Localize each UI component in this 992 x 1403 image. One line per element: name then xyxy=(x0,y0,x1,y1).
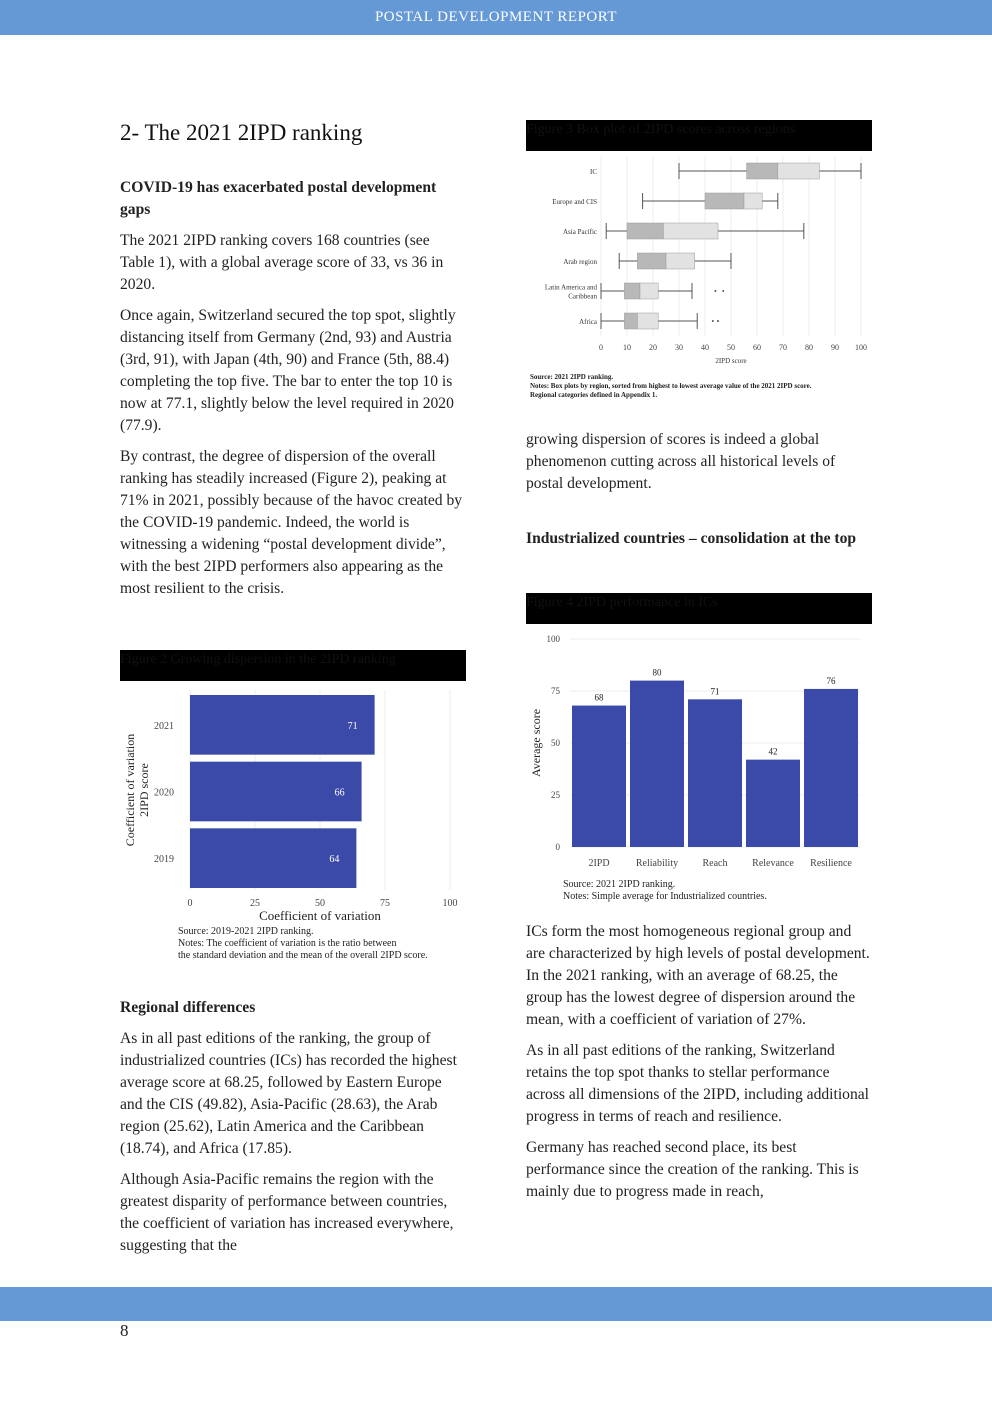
paragraph: As in all past editions of the ranking, the group of industrialized countries (ICs) has recorded the highest average score at 68.25, followed by Eastern Europe and the CIS (49.82), Asia-Pacific (28.63), the Arab region (25.62), Latin America and the Caribbean (18.74), and Africa (17.85). xyxy=(120,1030,457,1157)
footer-bar xyxy=(0,1287,992,1321)
paragraph: Although Asia-Pacific remains the region with the greatest disparity of performance between countries, the coefficient of variation has increased everywhere, suggesting that the xyxy=(120,1171,454,1254)
x-tick-label: 10 xyxy=(623,343,631,352)
outlier-point xyxy=(722,290,724,292)
figure-4-notes-line: Notes: Simple average for Industrialized countries. xyxy=(563,891,767,902)
x-tick-label: Resilience xyxy=(810,858,852,869)
bar-value-label: 71 xyxy=(347,720,358,732)
x-tick-label: Reliability xyxy=(635,858,679,869)
figure-3-notes-line-2: Regional categories defined in Appendix 1. xyxy=(530,391,658,399)
x-tick-label: 80 xyxy=(805,343,813,352)
x-tick-label: 100 xyxy=(855,343,867,352)
outlier-point xyxy=(717,320,719,322)
x-tick-label: 2IPD xyxy=(588,858,610,869)
box-lower xyxy=(624,283,640,299)
category-label: Africa xyxy=(579,318,597,326)
figure-2-notes xyxy=(178,926,428,962)
figure-2-notes-line-1: Notes: The coefficient of variation is the ratio between xyxy=(178,938,397,949)
page-number: 8 xyxy=(120,1321,129,1340)
category-label: Arab region xyxy=(563,258,597,266)
figure-2-source: Source: 2019-2021 2IPD ranking. xyxy=(178,926,314,937)
box-lower xyxy=(637,253,666,269)
subheading-industrialized: Industrialized countries – consolidation at the top xyxy=(526,530,857,547)
bar xyxy=(746,760,800,847)
figure-2-title-text: Figure 2 Growing dispersion in the 2IPD ranking xyxy=(120,652,396,667)
y-tick-label: 50 xyxy=(551,738,560,748)
bar-value-label: 71 xyxy=(710,686,720,697)
x-tick-label: 0 xyxy=(599,343,603,352)
paragraph: growing dispersion of scores is indeed a global phenomenon cutting across all historical levels of postal development. xyxy=(526,431,836,492)
right-column-top xyxy=(526,429,872,559)
box-lower xyxy=(627,223,663,239)
figure-2-notes-line-2: the standard deviation and the mean of the overall 2IPD score. xyxy=(178,950,428,961)
figure-4-title xyxy=(526,593,872,624)
figure-4-notes xyxy=(563,879,767,903)
bar-value-label: 66 xyxy=(334,787,345,799)
box-lower xyxy=(624,313,637,329)
bar-value-label: 76 xyxy=(826,675,836,686)
box-lower xyxy=(747,163,778,179)
y-axis-label: Average score xyxy=(529,708,543,778)
figure-4-source: Source: 2021 2IPD ranking. xyxy=(563,879,676,890)
x-axis-label: Coefficient of variation xyxy=(259,908,381,922)
box-upper xyxy=(744,193,762,209)
bar-value-label: 42 xyxy=(768,746,778,757)
paragraph: By contrast, the degree of dispersion of the overall ranking has steadily increased (Figure 2), peaking at 71% in 2021, possibly because of the havoc created by the COVID-19 pandemic. Indeed, the world is witnessing a widening “postal development divide”, with the best 2IPD performers also appearing as the most resilient to the crisis. xyxy=(120,448,463,597)
figure-4-chart xyxy=(526,625,872,877)
left-column-top xyxy=(120,177,465,609)
y-axis-label-line-2: 2IPD score xyxy=(137,763,151,817)
x-tick-label: 40 xyxy=(701,343,709,352)
bar-value-label: 68 xyxy=(594,692,604,703)
subheading-regional: Regional differences xyxy=(120,999,256,1016)
box-upper xyxy=(666,253,695,269)
x-tick-label: 75 xyxy=(380,898,390,909)
y-tick-label: 2021 xyxy=(154,720,174,732)
y-tick-label: 0 xyxy=(555,842,560,852)
category-label: IC xyxy=(590,168,597,176)
x-tick-label: 50 xyxy=(315,898,325,909)
paragraph: ICs form the most homogeneous regional group and are characterized by high levels of postal development. In the 2021 ranking, with an average of 68.25, the group has the lowest degree of dispersion around the mean, with a coefficient of variation of 27%. xyxy=(526,923,870,1028)
box-upper xyxy=(637,313,658,329)
bar xyxy=(572,706,626,847)
x-tick-label: 20 xyxy=(649,343,657,352)
paragraph: The 2021 2IPD ranking covers 168 countries (see Table 1), with a global average score of 33, vs 36 in 2020. xyxy=(120,232,444,293)
x-tick-label: 0 xyxy=(187,898,193,909)
left-column-bottom xyxy=(120,997,465,1266)
bar-value-label: 64 xyxy=(329,854,340,866)
figure-3-notes-line-1: Notes: Box plots by region, sorted from highest to lowest average value of the 2021 2IPD score. xyxy=(530,382,812,390)
outlier-point xyxy=(714,290,716,292)
subheading-covid: COVID-19 has exacerbated postal development gaps xyxy=(120,179,437,218)
x-tick-label: 50 xyxy=(727,343,735,352)
paragraph: Germany has reached second place, its best performance since the creation of the ranking. This is mainly due to progress made in reach, xyxy=(526,1139,859,1200)
y-tick-label: 75 xyxy=(551,686,560,696)
y-tick-label: 25 xyxy=(551,790,560,800)
box-upper xyxy=(663,223,718,239)
figure-3-notes xyxy=(530,373,812,400)
category-label: Europe and CIS xyxy=(552,198,597,206)
x-axis-label: 2IPD score xyxy=(715,357,747,365)
category-label: Asia Pacific xyxy=(562,228,597,236)
box-upper xyxy=(640,283,658,299)
bar xyxy=(688,699,742,847)
bar xyxy=(630,681,684,847)
bar-value-label: 80 xyxy=(652,667,662,678)
right-column-bottom xyxy=(526,921,872,1212)
figure-2-chart xyxy=(120,682,466,922)
y-axis-label-line-1: Coefficient of variation xyxy=(123,733,137,847)
x-tick-label: 25 xyxy=(250,898,260,909)
x-tick-label: 90 xyxy=(831,343,839,352)
section-title: 2- The 2021 2IPD ranking xyxy=(120,120,363,145)
x-tick-label: 60 xyxy=(753,343,761,352)
box-upper xyxy=(778,163,820,179)
paragraph: Once again, Switzerland secured the top spot, slightly distancing itself from Germany (2nd, 93) and Austria (3rd, 91), with Japan (4th, 90) and France (5th, 88.4) completing the top five. The bar to enter the top 10 is now at 77.1, slightly below the level required in 2020 (77.9). xyxy=(120,307,456,434)
figure-4-title-text: Figure 4 2IPD performance in ICs xyxy=(526,595,718,610)
paragraph: As in all past editions of the ranking, Switzerland retains the top spot thanks to stellar performance across all dimensions of the 2IPD, including additional progress in terms of reach and resilience. xyxy=(526,1042,870,1125)
report-title: POSTAL DEVELOPMENT REPORT xyxy=(374,9,618,25)
bar xyxy=(804,689,858,847)
report-header-bar xyxy=(0,0,992,35)
category-label: Caribbean xyxy=(568,292,597,301)
figure-2-title xyxy=(120,650,466,681)
box-lower xyxy=(705,193,744,209)
figure-3-chart xyxy=(526,152,872,370)
y-tick-label: 2020 xyxy=(154,787,174,799)
figure-3-title-text: Figure 3 Box plot of 2IPD scores across regions xyxy=(526,122,796,137)
x-tick-label: Reach xyxy=(702,858,728,869)
figure-3-title xyxy=(526,120,872,151)
x-tick-label: 70 xyxy=(779,343,787,352)
x-tick-label: Relevance xyxy=(752,858,794,869)
outlier-point xyxy=(712,320,714,322)
y-tick-label: 2019 xyxy=(154,854,174,866)
category-label: Latin America and xyxy=(544,283,597,292)
x-tick-label: 30 xyxy=(675,343,683,352)
figure-3-source: Source: 2021 2IPD ranking. xyxy=(530,373,614,381)
x-tick-label: 100 xyxy=(442,898,458,909)
y-tick-label: 100 xyxy=(546,634,560,644)
